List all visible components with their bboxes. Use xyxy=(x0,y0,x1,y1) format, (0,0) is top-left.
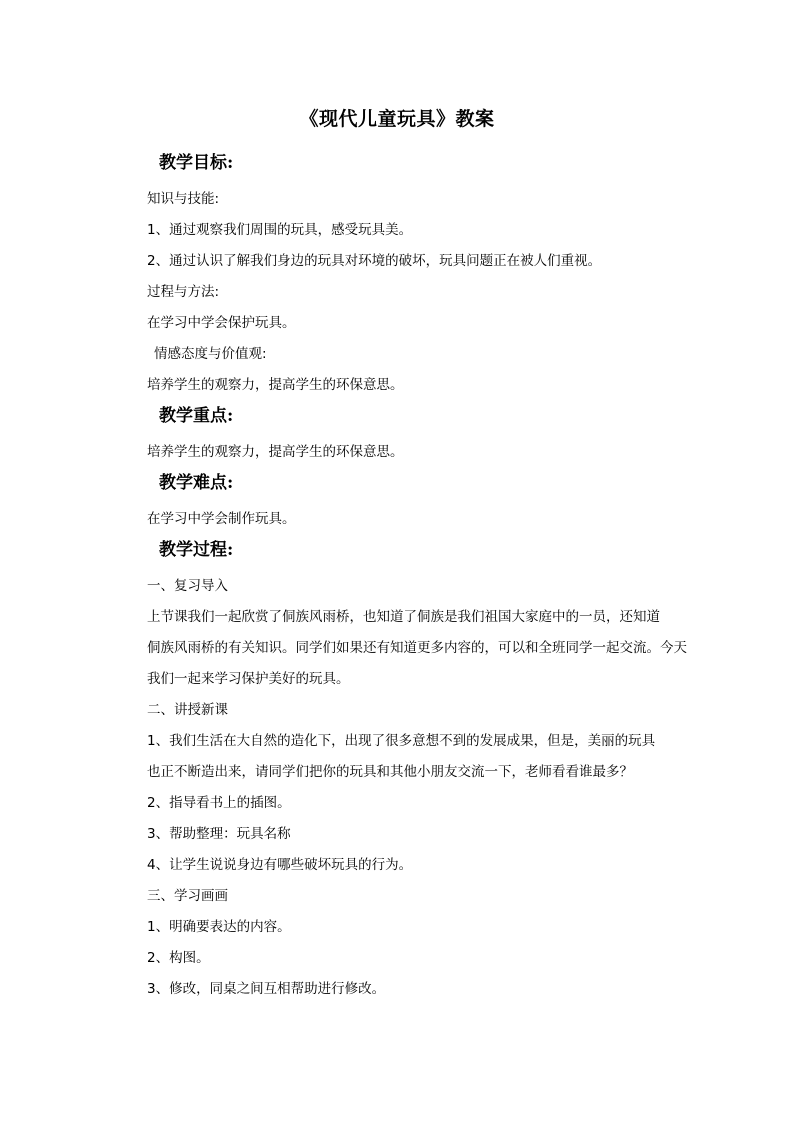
step-3-item-2: 2、构图。 xyxy=(147,950,210,966)
emotion-item-1: 培养学生的观察力，提高学生的环保意思。 xyxy=(147,377,404,393)
step-1-line-2: 侗族风雨桥的有关知识。同学们如果还有知道更多内容的，可以和全班同学一起交流。今天 xyxy=(147,640,687,656)
step-2-item-1 xyxy=(147,726,677,788)
step-2-item-4: 4、让学生说说身边有哪些破坏玩具的行为。 xyxy=(147,857,413,873)
document-title: 《现代儿童玩具》教案 xyxy=(299,108,495,130)
step-1-line-3: 我们一起来学习保护美好的玩具。 xyxy=(147,671,350,687)
step-2-item-1-line-1: 1、我们生活在大自然的造化下，出现了很多意想不到的发展成果，但是，美丽的玩具 xyxy=(147,733,656,749)
objective-item-2: 2、通过认识了解我们身边的玩具对环境的破坏，玩具问题正在被人们重视。 xyxy=(147,253,602,269)
step-3-item-1: 1、明确要表达的内容。 xyxy=(147,919,291,935)
procedure-heading: 教学过程: xyxy=(159,540,234,560)
step-1-title: 一、复习导入 xyxy=(147,578,228,594)
step-2-title: 二、讲授新课 xyxy=(147,702,228,718)
difficulty-item-1: 在学习中学会制作玩具。 xyxy=(147,511,296,527)
document-body xyxy=(147,148,687,1005)
key-point-item-1: 培养学生的观察力，提高学生的环保意思。 xyxy=(147,444,404,460)
objective-item-1: 1、通过观察我们周围的玩具，感受玩具美。 xyxy=(147,222,413,238)
process-methods-label: 过程与方法: xyxy=(147,284,220,300)
key-points-heading: 教学重点: xyxy=(159,406,234,426)
emotion-label: 情感态度与价值观: xyxy=(154,346,267,362)
step-2-item-1-line-2: 也正不断造出来，请同学们把你的玩具和其他小朋友交流一下，老师看看谁最多？ xyxy=(147,764,633,780)
knowledge-skills-label: 知识与技能: xyxy=(147,191,220,207)
step-2-item-3: 3、帮助整理：玩具名称 xyxy=(147,826,291,842)
step-1-paragraph xyxy=(147,602,687,695)
step-1-line-1: 上节课我们一起欣赏了侗族风雨桥，也知道了侗族是我们祖国大家庭中的一员，还知道 xyxy=(147,609,660,625)
difficulty-heading: 教学难点: xyxy=(159,473,234,493)
objectives-heading: 教学目标: xyxy=(159,153,234,173)
step-2-item-2: 2、指导看书上的插图。 xyxy=(147,795,291,811)
step-3-title: 三、学习画画 xyxy=(147,888,228,904)
process-item-1: 在学习中学会保护玩具。 xyxy=(147,315,296,331)
step-3-item-3: 3、修改，同桌之间互相帮助进行修改。 xyxy=(147,981,386,997)
